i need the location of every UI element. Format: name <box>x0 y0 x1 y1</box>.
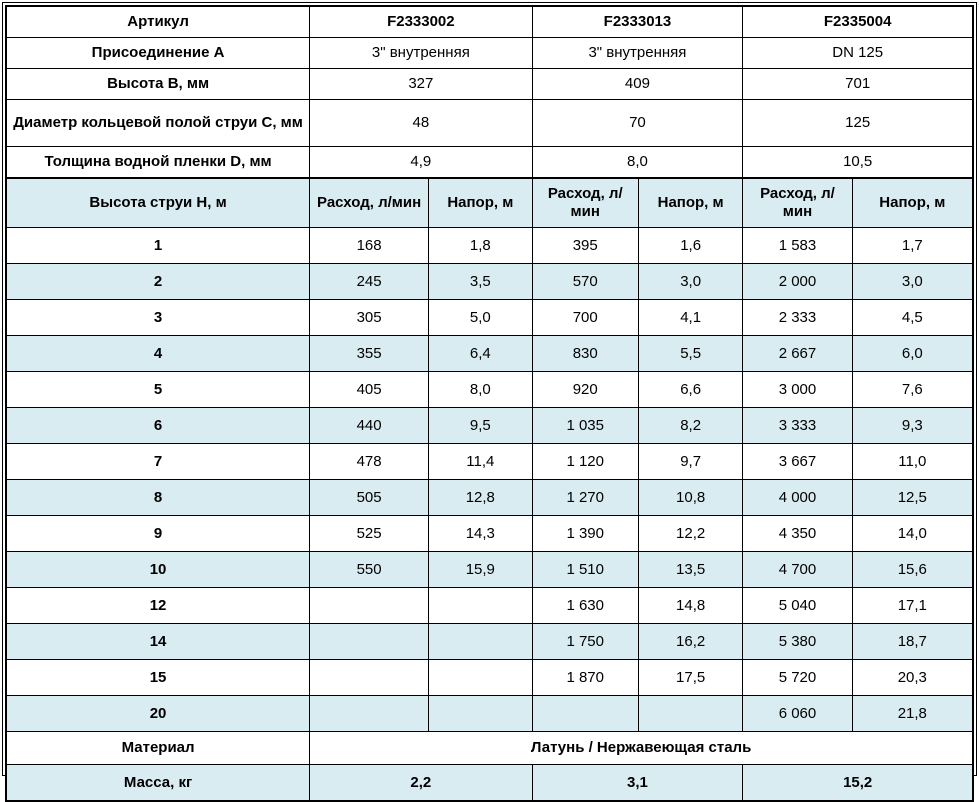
value-cell: 14,0 <box>852 516 973 552</box>
value-cell: 1,7 <box>852 228 973 264</box>
spec-label: Толщина водной пленки D, мм <box>6 147 310 179</box>
jet-height-cell: 1 <box>6 228 310 264</box>
flow-row-15 <box>6 660 973 696</box>
mass-cell: 3,1 <box>532 765 743 802</box>
value-cell: 3,0 <box>638 264 742 300</box>
value-cell: 1 630 <box>532 588 638 624</box>
row-water-film-thickness-d <box>6 147 973 179</box>
value-cell: 14,8 <box>638 588 742 624</box>
value-cell: 5 380 <box>743 624 852 660</box>
value-cell: 1 510 <box>532 552 638 588</box>
flow-row-14 <box>6 624 973 660</box>
value-cell <box>429 588 532 624</box>
value-cell: 2 333 <box>743 300 852 336</box>
value-cell: 20,3 <box>852 660 973 696</box>
value-cell <box>429 624 532 660</box>
spec-label: Присоединение А <box>6 38 310 69</box>
value-cell: 8,2 <box>638 408 742 444</box>
value-cell: 9,5 <box>429 408 532 444</box>
value-cell <box>310 624 429 660</box>
value-cell: 17,1 <box>852 588 973 624</box>
value-cell: 355 <box>310 336 429 372</box>
value-cell: 4,5 <box>852 300 973 336</box>
value-cell: 7,6 <box>852 372 973 408</box>
value-cell: 9,7 <box>638 444 742 480</box>
flow-row-9 <box>6 516 973 552</box>
value-cell: 830 <box>532 336 638 372</box>
value-cell: 13,5 <box>638 552 742 588</box>
jet-height-cell: 15 <box>6 660 310 696</box>
flow-row-1 <box>6 228 973 264</box>
value-cell: 15,9 <box>429 552 532 588</box>
value-cell: 14,3 <box>429 516 532 552</box>
value-cell: 1 035 <box>532 408 638 444</box>
value-cell: 17,5 <box>638 660 742 696</box>
jet-height-cell: 4 <box>6 336 310 372</box>
flow-row-4 <box>6 336 973 372</box>
value-cell: 3 000 <box>743 372 852 408</box>
value-cell: 4,9 <box>310 147 532 179</box>
value-cell: 15,6 <box>852 552 973 588</box>
value-cell <box>310 660 429 696</box>
value-cell: 1 870 <box>532 660 638 696</box>
value-cell: 1 583 <box>743 228 852 264</box>
spec-label: Диаметр кольцевой полой струи С, мм <box>6 100 310 147</box>
value-cell: 9,3 <box>852 408 973 444</box>
value-cell: 4 000 <box>743 480 852 516</box>
value-cell: 920 <box>532 372 638 408</box>
flow-row-8 <box>6 480 973 516</box>
jet-height-cell: 2 <box>6 264 310 300</box>
value-cell: 8,0 <box>532 147 743 179</box>
value-cell: 1 120 <box>532 444 638 480</box>
value-cell: 11,4 <box>429 444 532 480</box>
value-cell: 3,0 <box>852 264 973 300</box>
head-pressure-header: Напор, м <box>429 178 532 228</box>
value-cell: 5,5 <box>638 336 742 372</box>
value-cell: 6,0 <box>852 336 973 372</box>
head-pressure-header: Напор, м <box>852 178 973 228</box>
value-cell <box>310 588 429 624</box>
value-cell <box>429 696 532 732</box>
row-ring-jet-diameter-c <box>6 100 973 147</box>
value-cell: 305 <box>310 300 429 336</box>
article-cell: F2333002 <box>310 6 532 38</box>
mass-cell: 15,2 <box>743 765 973 802</box>
value-cell: 700 <box>532 300 638 336</box>
flow-row-3 <box>6 300 973 336</box>
value-cell: 245 <box>310 264 429 300</box>
jet-height-cell: 20 <box>6 696 310 732</box>
jet-height-cell: 5 <box>6 372 310 408</box>
value-cell: 2 667 <box>743 336 852 372</box>
value-cell: 11,0 <box>852 444 973 480</box>
article-cell: F2333013 <box>532 6 743 38</box>
value-cell: 478 <box>310 444 429 480</box>
value-cell: 1 750 <box>532 624 638 660</box>
value-cell: 5 720 <box>743 660 852 696</box>
value-cell: 18,7 <box>852 624 973 660</box>
flow-row-20 <box>6 696 973 732</box>
spec-rows <box>6 6 973 228</box>
value-cell: 3" внутренняя <box>310 38 532 69</box>
jet-height-cell: 8 <box>6 480 310 516</box>
material-value-cell: Латунь / Нержавеющая сталь <box>310 732 973 765</box>
value-cell: 6,4 <box>429 336 532 372</box>
value-cell: 12,5 <box>852 480 973 516</box>
jet-height-cell: 9 <box>6 516 310 552</box>
value-cell: 1,6 <box>638 228 742 264</box>
flow-table-header <box>6 178 973 228</box>
value-cell: 440 <box>310 408 429 444</box>
flow-rows <box>6 228 973 732</box>
value-cell: 8,0 <box>429 372 532 408</box>
value-cell: 1 390 <box>532 516 638 552</box>
value-cell: 3" внутренняя <box>532 38 743 69</box>
article-cell: F2335004 <box>743 6 973 38</box>
value-cell: 525 <box>310 516 429 552</box>
value-cell: 4 350 <box>743 516 852 552</box>
flow-row-10 <box>6 552 973 588</box>
value-cell: 168 <box>310 228 429 264</box>
jet-height-cell: 12 <box>6 588 310 624</box>
value-cell: 4 700 <box>743 552 852 588</box>
value-cell: 701 <box>743 69 973 100</box>
value-cell: DN 125 <box>743 38 973 69</box>
value-cell: 48 <box>310 100 532 147</box>
value-cell: 4,1 <box>638 300 742 336</box>
value-cell: 3 667 <box>743 444 852 480</box>
spec-label: Высота B, мм <box>6 69 310 100</box>
mass-cell: 2,2 <box>310 765 532 802</box>
product-spec-table <box>5 5 974 802</box>
value-cell: 570 <box>532 264 638 300</box>
value-cell: 3,5 <box>429 264 532 300</box>
spec-label: Материал <box>6 732 310 765</box>
value-cell: 21,8 <box>852 696 973 732</box>
value-cell: 409 <box>532 69 743 100</box>
jet-height-cell: 10 <box>6 552 310 588</box>
value-cell: 1 270 <box>532 480 638 516</box>
value-cell: 5 040 <box>743 588 852 624</box>
flow-row-7 <box>6 444 973 480</box>
jet-height-cell: 14 <box>6 624 310 660</box>
value-cell: 12,2 <box>638 516 742 552</box>
row-article <box>6 6 973 38</box>
value-cell: 405 <box>310 372 429 408</box>
value-cell: 70 <box>532 100 743 147</box>
flow-rate-header: Расход, л/мин <box>310 178 429 228</box>
value-cell: 505 <box>310 480 429 516</box>
jet-height-cell: 3 <box>6 300 310 336</box>
row-height-b <box>6 69 973 100</box>
flow-row-12 <box>6 588 973 624</box>
value-cell: 6,6 <box>638 372 742 408</box>
value-cell: 16,2 <box>638 624 742 660</box>
head-pressure-header: Напор, м <box>638 178 742 228</box>
row-mass <box>6 765 973 802</box>
value-cell: 1,8 <box>429 228 532 264</box>
value-cell: 395 <box>532 228 638 264</box>
footer-rows <box>6 732 973 802</box>
value-cell <box>638 696 742 732</box>
jet-height-header: Высота струи Н, м <box>6 178 310 228</box>
flow-rate-header: Расход, л/мин <box>743 178 852 228</box>
row-connection <box>6 38 973 69</box>
flow-row-6 <box>6 408 973 444</box>
value-cell <box>532 696 638 732</box>
value-cell: 2 000 <box>743 264 852 300</box>
spec-label: Артикул <box>6 6 310 38</box>
flow-row-5 <box>6 372 973 408</box>
spec-label: Масса, кг <box>6 765 310 802</box>
value-cell <box>429 660 532 696</box>
value-cell: 327 <box>310 69 532 100</box>
row-material <box>6 732 973 765</box>
value-cell: 5,0 <box>429 300 532 336</box>
spec-table-frame <box>2 2 977 791</box>
value-cell: 550 <box>310 552 429 588</box>
jet-height-cell: 6 <box>6 408 310 444</box>
value-cell: 10,5 <box>743 147 973 179</box>
value-cell: 10,8 <box>638 480 742 516</box>
flow-rate-header: Расход, л/мин <box>532 178 638 228</box>
value-cell <box>310 696 429 732</box>
value-cell: 3 333 <box>743 408 852 444</box>
value-cell: 125 <box>743 100 973 147</box>
value-cell: 12,8 <box>429 480 532 516</box>
jet-height-cell: 7 <box>6 444 310 480</box>
value-cell: 6 060 <box>743 696 852 732</box>
flow-row-2 <box>6 264 973 300</box>
